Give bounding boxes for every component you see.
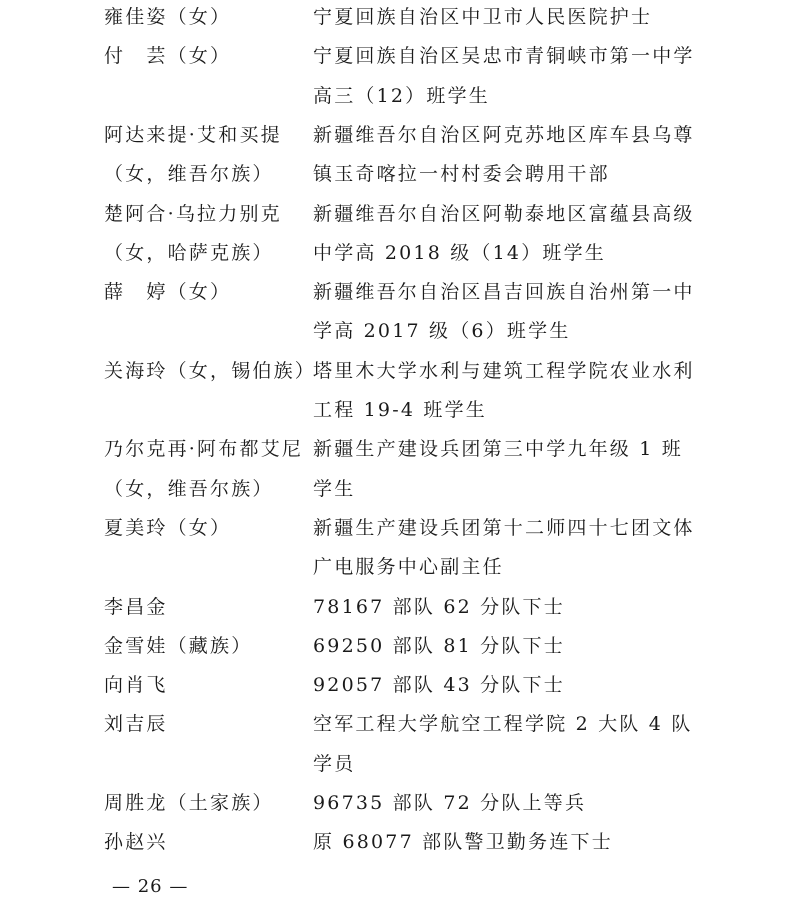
honoree-name-line: 金雪娃（藏族） [104, 634, 253, 657]
honoree-affiliation-line: 69250 部队 81 分队下士 [313, 634, 565, 657]
honoree-affiliation-line: 新疆维吾尔自治区昌吉回族自治州第一中 [313, 281, 695, 304]
honoree-name-line: （女，哈萨克族） [104, 241, 274, 264]
honoree-affiliation-line: 78167 部队 62 分队下士 [313, 595, 565, 618]
honoree-affiliation-line: 学生 [313, 477, 356, 500]
honoree-name-line: 孙赵兴 [104, 831, 168, 854]
honoree-affiliation-line: 塔里木大学水利与建筑工程学院农业水利 [313, 359, 695, 382]
honoree-affiliation-line: 原 68077 部队警卫勤务连下士 [313, 831, 613, 854]
honoree-affiliation-line: 高三（12）班学生 [313, 84, 490, 107]
honoree-affiliation-line: 镇玉奇喀拉一村村委会聘用干部 [313, 163, 610, 186]
honoree-name-line: 向肖飞 [104, 674, 168, 697]
honoree-name-line: 关海玲（女，锡伯族） [104, 359, 317, 382]
honoree-affiliation-line: 宁夏回族自治区吴忠市青铜峡市第一中学 [313, 45, 695, 68]
honoree-affiliation-line: 中学高 2018 级（14）班学生 [313, 241, 607, 264]
honoree-name-line: 乃尔克再·阿布都艾尼 [104, 438, 304, 461]
honoree-affiliation-line: 96735 部队 72 分队上等兵 [313, 792, 587, 814]
honoree-affiliation-line: 空军工程大学航空工程学院 2 大队 4 队 [313, 713, 693, 736]
honoree-name-line: 刘吉辰 [104, 713, 168, 736]
honoree-name-line: （女，维吾尔族） [104, 163, 274, 186]
honoree-name-line: 阿达来提·艾和买提 [104, 123, 282, 146]
honoree-affiliation-line: 学高 2017 级（6）班学生 [313, 320, 571, 343]
honoree-name-line: 李昌金 [104, 595, 168, 618]
honoree-affiliation-line: 学员 [313, 752, 356, 775]
honoree-name-line: 雍佳姿（女） [104, 6, 232, 28]
honoree-affiliation-line: 新疆维吾尔自治区阿勒泰地区富蕴县高级 [313, 202, 695, 225]
honoree-name-line: 周胜龙（土家族） [104, 792, 274, 814]
honoree-affiliation-line: 工程 19-4 班学生 [313, 399, 487, 421]
honoree-name-line: 薛 婷（女） [104, 281, 232, 304]
honoree-affiliation-line: 新疆维吾尔自治区阿克苏地区库车县乌尊 [313, 123, 695, 146]
honoree-affiliation-line: 新疆生产建设兵团第十二师四十七团文体 [313, 516, 695, 539]
honoree-affiliation-line: 宁夏回族自治区中卫市人民医院护士 [313, 6, 653, 28]
honoree-name-line: （女，维吾尔族） [104, 477, 274, 500]
honoree-name-line: 楚阿合·乌拉力别克 [104, 202, 282, 225]
honoree-affiliation-line: 92057 部队 43 分队下士 [313, 674, 565, 697]
page-number: — 26 — [112, 876, 189, 897]
honoree-name-line: 付 芸（女） [104, 45, 232, 68]
honoree-affiliation-line: 新疆生产建设兵团第三中学九年级 1 班 [313, 438, 683, 461]
honoree-affiliation-line: 广电服务中心副主任 [313, 556, 504, 579]
honoree-name-line: 夏美玲（女） [104, 516, 232, 539]
